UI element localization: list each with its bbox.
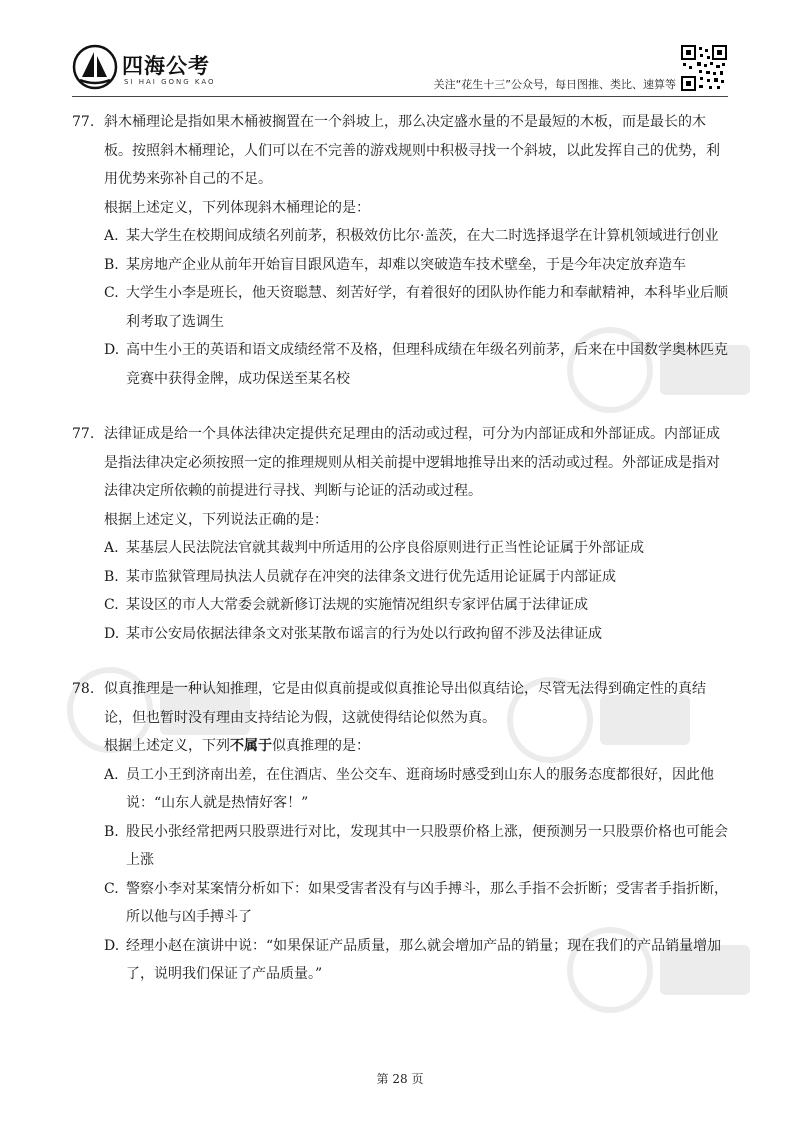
prompt-before: 根据上述定义，下列 xyxy=(104,738,230,754)
page-content xyxy=(72,108,732,1016)
question-text: 法律证成是给一个具体法律决定提供充足理由的活动或过程，可分为内部证成和外部证成。内部证成是指法律决定必须按照一定的推理规则从相关前提中逻辑地推导出来的活动或过程。外部证成是指对法律决定所依赖的前提进行寻找、判断与论证的活动或过程。 xyxy=(104,426,720,499)
option-label: B. xyxy=(104,256,119,273)
question-stem xyxy=(72,420,732,506)
question-text: 似真推理是一种认知推理，它是由似真前提或似真推论导出似真结论，尽管无法得到确定性的真结论，但也暂时没有理由支持结论为假，这就使得结论似然为真。 xyxy=(104,681,706,726)
option-label: A. xyxy=(104,766,119,783)
brand-logo xyxy=(72,44,232,96)
option-text: 经理小赵在演讲中说：“如果保证产品质量，那么就会增加产品的销量；现在我们的产品销量增加了，说明我们保证了产品质量。” xyxy=(126,937,722,982)
question-number: 78. xyxy=(72,681,95,697)
header-divider xyxy=(72,96,728,97)
sailboat-logo-icon xyxy=(72,44,118,90)
option-label: D. xyxy=(104,342,120,358)
prompt-emphasis: 不属于 xyxy=(230,738,272,754)
question-stem xyxy=(72,675,732,732)
question-number: 77. xyxy=(72,114,95,130)
option-label: D. xyxy=(104,937,120,954)
question-prompt: 根据上述定义，下列体现斜木桶理论的是： xyxy=(104,199,370,216)
option-text: 大学生小李是班长，他天资聪慧、刻苦好学，有着很好的团队协作能力和奉献精神，本科毕业后顺利考取了选调生 xyxy=(126,285,728,330)
option-text: 某基层人民法院法官就其裁判中所适用的公序良俗原则进行正当性论证属于外部证成 xyxy=(126,540,644,556)
option-item xyxy=(72,279,732,336)
option-label: A. xyxy=(104,540,119,556)
question-stem xyxy=(72,108,732,194)
option-label: C. xyxy=(104,285,119,301)
logo-subtitle: SI HAI GONG KAO xyxy=(124,78,216,86)
option-label: C. xyxy=(104,880,119,897)
option-item xyxy=(72,875,732,932)
option-text: 某大学生在校期间成绩名列前茅，积极效仿比尔·盖茨，在大二时选择退学在计算机领域进行创业 xyxy=(126,228,719,244)
question-number: 77. xyxy=(72,426,95,442)
page-number: 第 28 页 xyxy=(376,1072,424,1086)
question-text: 斜木桶理论是指如果木桶被搁置在一个斜坡上，那么决定盛水量的不是最短的木板，而是最长的木板。按照斜木桶理论，人们可以在不完善的游戏规则中积极寻找一个斜坡，以此发挥自己的优势，利用优势来弥补自己的不足。 xyxy=(104,114,720,187)
option-text: 某房地产企业从前年开始盲目跟风造车，却难以突破造车技术壁垒，于是今年决定放弃造车 xyxy=(126,256,686,273)
logo-title: 四海公考 xyxy=(122,54,210,78)
question-prompt xyxy=(72,732,732,761)
option-label: D. xyxy=(104,625,120,642)
option-text: 某市公安局依据法律条文对张某散布谣言的行为处以行政拘留不涉及法律证成 xyxy=(126,625,602,642)
prompt-after: 似真推理的是： xyxy=(272,738,370,754)
option-item xyxy=(72,932,732,989)
question-block xyxy=(72,675,732,989)
option-text: 某市监狱管理局执法人员就存在冲突的法律条文进行优先适用论证属于内部证成 xyxy=(126,568,616,585)
option-label: A. xyxy=(104,228,119,244)
option-item xyxy=(72,591,732,620)
question-block xyxy=(72,108,732,393)
question-prompt: 根据上述定义，下列说法正确的是： xyxy=(104,511,328,528)
option-item xyxy=(72,620,732,649)
option-item xyxy=(72,534,732,563)
option-label: B. xyxy=(104,568,119,585)
option-item xyxy=(72,563,732,592)
option-text: 高中生小王的英语和语文成绩经常不及格，但理科成绩在年级名列前茅，后来在中国数学奥林匹克竞赛中获得金牌，成功保送至某名校 xyxy=(126,342,728,387)
option-item xyxy=(72,251,732,280)
header-slogan: 关注“花生十三”公众号，每日图推、类比、速算等 xyxy=(433,78,676,91)
qr-code-icon xyxy=(680,44,728,92)
option-text: 某设区的市人大常委会就新修订法规的实施情况组织专家评估属于法律证成 xyxy=(126,597,588,613)
option-text: 警察小李对某案情分析如下：如果受害者没有与凶手搏斗，那么手指不会折断；受害者手指折断，所以他与凶手搏斗了 xyxy=(126,880,728,925)
option-label: C. xyxy=(104,597,119,613)
option-item xyxy=(72,818,732,875)
option-item xyxy=(72,761,732,818)
option-text: 股民小张经常把两只股票进行对比，发现其中一只股票价格上涨，便预测另一只股票价格也可能会上涨 xyxy=(126,823,728,868)
option-label: B. xyxy=(104,823,119,840)
question-block xyxy=(72,420,732,648)
option-item xyxy=(72,336,732,393)
page-header xyxy=(0,0,800,100)
option-text: 员工小王到济南出差，在住酒店、坐公交车、逛商场时感受到山东人的服务态度都很好，因此他说：“山东人就是热情好客！” xyxy=(126,766,714,811)
option-item xyxy=(72,222,732,251)
